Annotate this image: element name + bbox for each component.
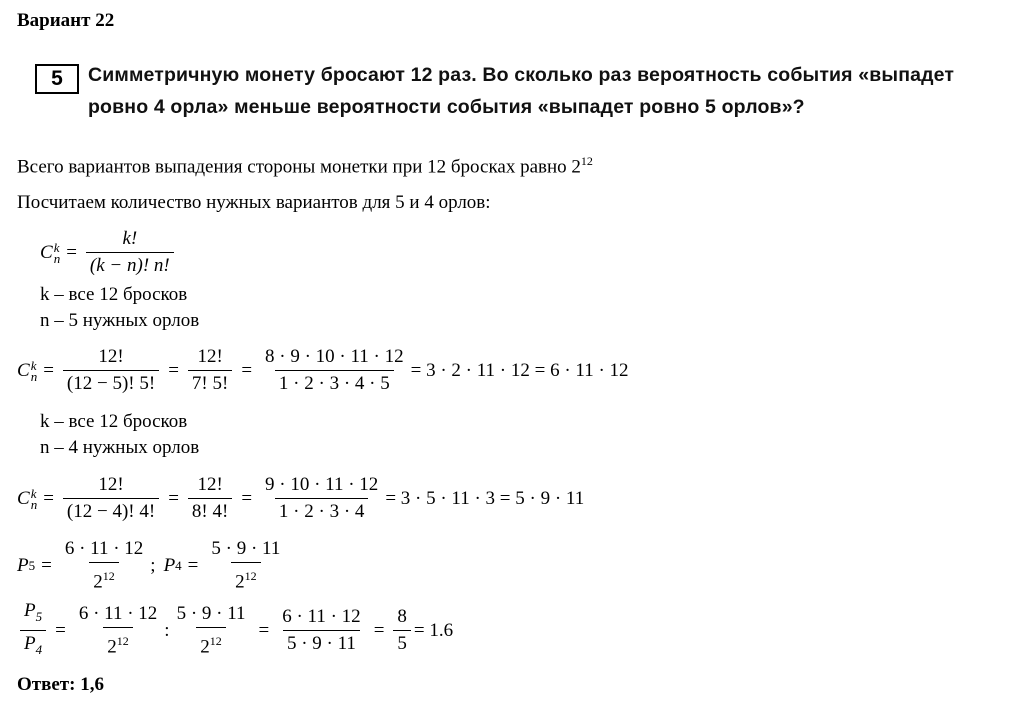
combination-formula: C k n = $\frac{k!}{(k - n)! n!}$ [40,228,177,277]
answer: Ответ: 1,6 [17,674,104,695]
intro-line [17,154,593,178]
calc4-tail: = 3 · 5 · 11 · 3 = 5 · 9 · 11 [385,487,585,509]
formula-fraction [86,228,174,277]
ratio-fraction-2: $\frac{5 \cdot 9 \cdot 11}{2^{12}}$ [176,602,246,658]
intro-text: Всего вариантов выпадения стороны монетки при 12 бросках равно 2 [17,156,581,178]
formula-k: k [53,239,60,255]
calc4-fraction-2: $\frac{12!}{8! 4!}$ [188,474,232,523]
formula-n: n [53,250,61,266]
formula-numerator: k! [122,228,138,249]
definition-k-1: k – все 12 бросков [40,284,188,305]
definition-k-2: k – все 12 бросков [40,411,188,432]
p4-fraction: $\frac{5 \cdot 9 \cdot 11}{2^{12}}$ [211,538,281,593]
calc5-tail: = 3 · 2 · 11 · 12 = 6 · 11 · 12 [410,359,629,381]
ratio-fraction-1: $\frac{6 \cdot 11 \cdot 12}{2^{12}}$ [78,602,158,658]
calc4-fraction-1: $\frac{12!}{(12 - 4)! 4!}$ [63,474,159,523]
task-text-line-2: ровно 4 орла» меньше вероятности события «выпадет ровно 5 орлов»? [88,96,805,118]
count-text: Посчитаем количество нужных вариантов для 5 и 4 орлов: [17,192,491,213]
task-text-line-1: Симметричную монету бросают 12 раз. Во сколько раз вероятность события «выпадет [88,64,955,86]
definition-n-5: n – 5 нужных орлов [40,310,200,331]
ratio-fraction-4: $\frac{8}{5}$ [393,606,411,655]
calc5-fraction-3: $\frac{8 \cdot 9 \cdot 10 \cdot 11 \cdot 12}{1 \cdot 2 \cdot 3 \cdot 4 \cdot 5}$ [265,346,404,394]
ratio-p5-p4: $\frac{P_5}{P_4}$ [20,600,46,661]
variant-title: Вариант 22 [17,10,115,31]
calc4-fraction-3: $\frac{9 \cdot 10 \cdot 11 \cdot 12}{1 \cdot 2 \cdot 3 \cdot 4}$ [265,474,379,522]
formula-c: C [40,241,53,263]
ratio-result: = 1.6 [413,619,454,641]
probabilities-line: P 5 = $\frac{6 \cdot 11 \cdot 12}{2^{12}}$ ; P 4 = $\frac{5 \cdot 9 \cdot 11}{2^{12}}$ [17,538,287,593]
formula-denominator: (k − n)! n! [86,252,174,277]
p5-fraction: $\frac{6 \cdot 11 \cdot 12}{2^{12}}$ [64,538,144,593]
calculation-four-heads: C k n = $\frac{12!}{(12 - 4)! 4!}$ = $\frac{12!}{8! 4!}$ = $\frac{9 \cdot 10 \cdot 11 \cdot 12}{1 \cdot 2 \cdot 3 \cdot 4}$ = 3 · 5 · 11 · 3 = 5 · 9 · 11 [17,474,585,522]
ratio-fraction-3: $\frac{6 \cdot 11 \cdot 12}{5 \cdot 9 \cdot 11}$ [282,606,361,654]
task-number-box: 5 [35,64,79,94]
intro-exponent: 12 [580,154,593,168]
calc5-fraction-2: $\frac{12!}{7! 5!}$ [188,346,232,395]
ratio-line: $\frac{P_5}{P_4}$ = $\frac{6 \cdot 11 \cdot 12}{2^{12}}$ : $\frac{5 \cdot 9 \cdot 11}{2^{12}}$ = $\frac{6 \cdot 11 \cdot 12}{5 \cdot 9 \cdot 11}$ = $\frac{8}{5}$ = 1.6 [17,600,453,661]
calc5-fraction-1: $\frac{12!}{(12 - 5)! 5!}$ [63,346,159,395]
calculation-five-heads: C k n = $\frac{12!}{(12 - 5)! 5!}$ = $\frac{12!}{7! 5!}$ = $\frac{8 \cdot 9 \cdot 10 \cdot 11 \cdot 12}{1 \cdot 2 \cdot 3 \cdot 4 \cdot 5}$ = 3 · 2 · 11 · 12 = 6 · 11 · 12 [17,346,629,394]
definition-n-4: n – 4 нужных орлов [40,437,200,458]
